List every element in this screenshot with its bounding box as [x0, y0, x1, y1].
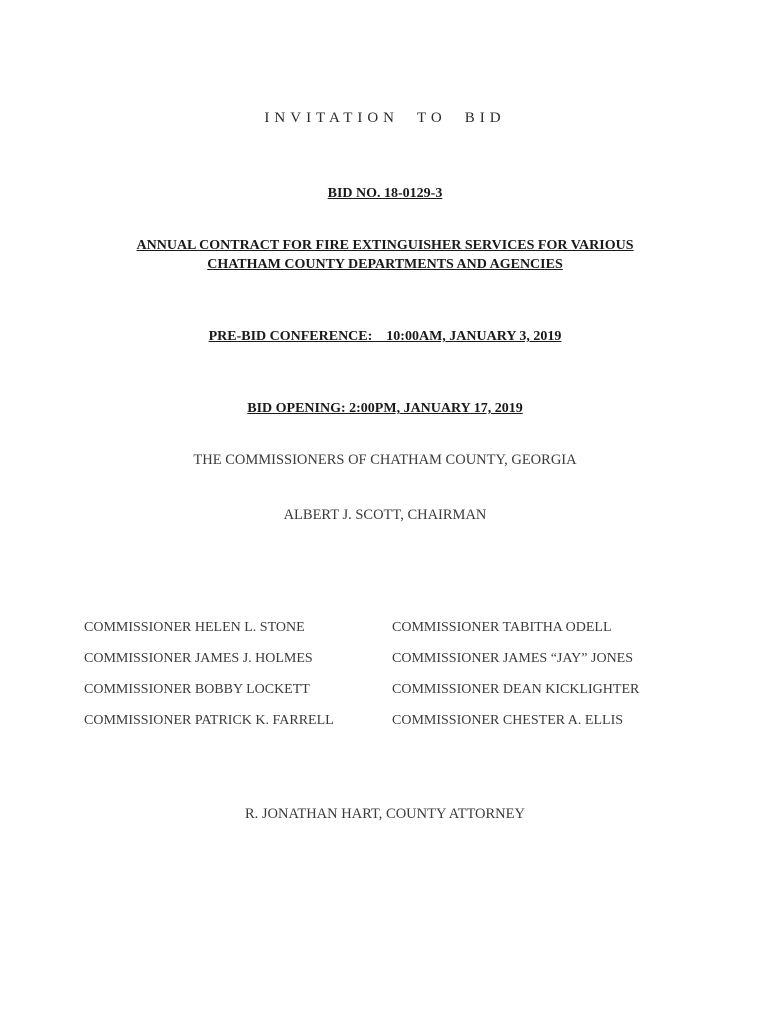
commissioner-name: COMMISSIONER CHESTER A. ELLIS — [392, 713, 624, 728]
document-title — [0, 110, 770, 127]
bid-opening-line — [0, 399, 770, 417]
commissioner-row — [84, 620, 684, 651]
county-attorney: R. JONATHAN HART, COUNTY ATTORNEY — [244, 806, 525, 822]
commissioners-heading: THE COMMISSIONERS OF CHATHAM COUNTY, GEORGIA — [193, 452, 577, 468]
commissioner-name: COMMISSIONER HELEN L. STONE — [84, 620, 305, 635]
bid-number: BID NO. 18-0129-3 — [327, 186, 443, 201]
title-word-invitation: INVITATION — [264, 110, 400, 126]
commissioner-name: COMMISSIONER JAMES J. HOLMES — [84, 651, 313, 666]
commissioner-name: COMMISSIONER PATRICK K. FARRELL — [84, 713, 334, 728]
contract-title-line-1 — [0, 236, 770, 254]
contract-title-1: ANNUAL CONTRACT FOR FIRE EXTINGUISHER SERVICES FOR VARIOUS — [136, 238, 634, 253]
commissioner-row — [84, 651, 684, 682]
bid-number-line — [0, 184, 770, 202]
commissioner-name: COMMISSIONER BOBBY LOCKETT — [84, 682, 310, 697]
bid-opening: BID OPENING: 2:00PM, JANUARY 17, 2019 — [247, 401, 523, 416]
title-word-to: TO — [417, 110, 447, 126]
commissioner-row — [84, 713, 684, 744]
commissioner-name: COMMISSIONER TABITHA ODELL — [392, 620, 612, 635]
commissioners-list — [84, 620, 684, 744]
chairman-name: ALBERT J. SCOTT, CHAIRMAN — [283, 507, 487, 523]
contract-title-2: CHATHAM COUNTY DEPARTMENTS AND AGENCIES — [207, 257, 563, 272]
contract-title-line-2 — [0, 255, 770, 273]
pre-bid-conference-line — [0, 327, 770, 345]
pre-bid-conference: PRE-BID CONFERENCE: 10:00AM, JANUARY 3, 2019 — [208, 329, 562, 344]
commissioner-name: COMMISSIONER DEAN KICKLIGHTER — [392, 682, 640, 697]
commissioner-name: COMMISSIONER JAMES “JAY” JONES — [392, 651, 634, 666]
commissioner-row — [84, 682, 684, 713]
title-word-bid: BID — [464, 110, 506, 126]
